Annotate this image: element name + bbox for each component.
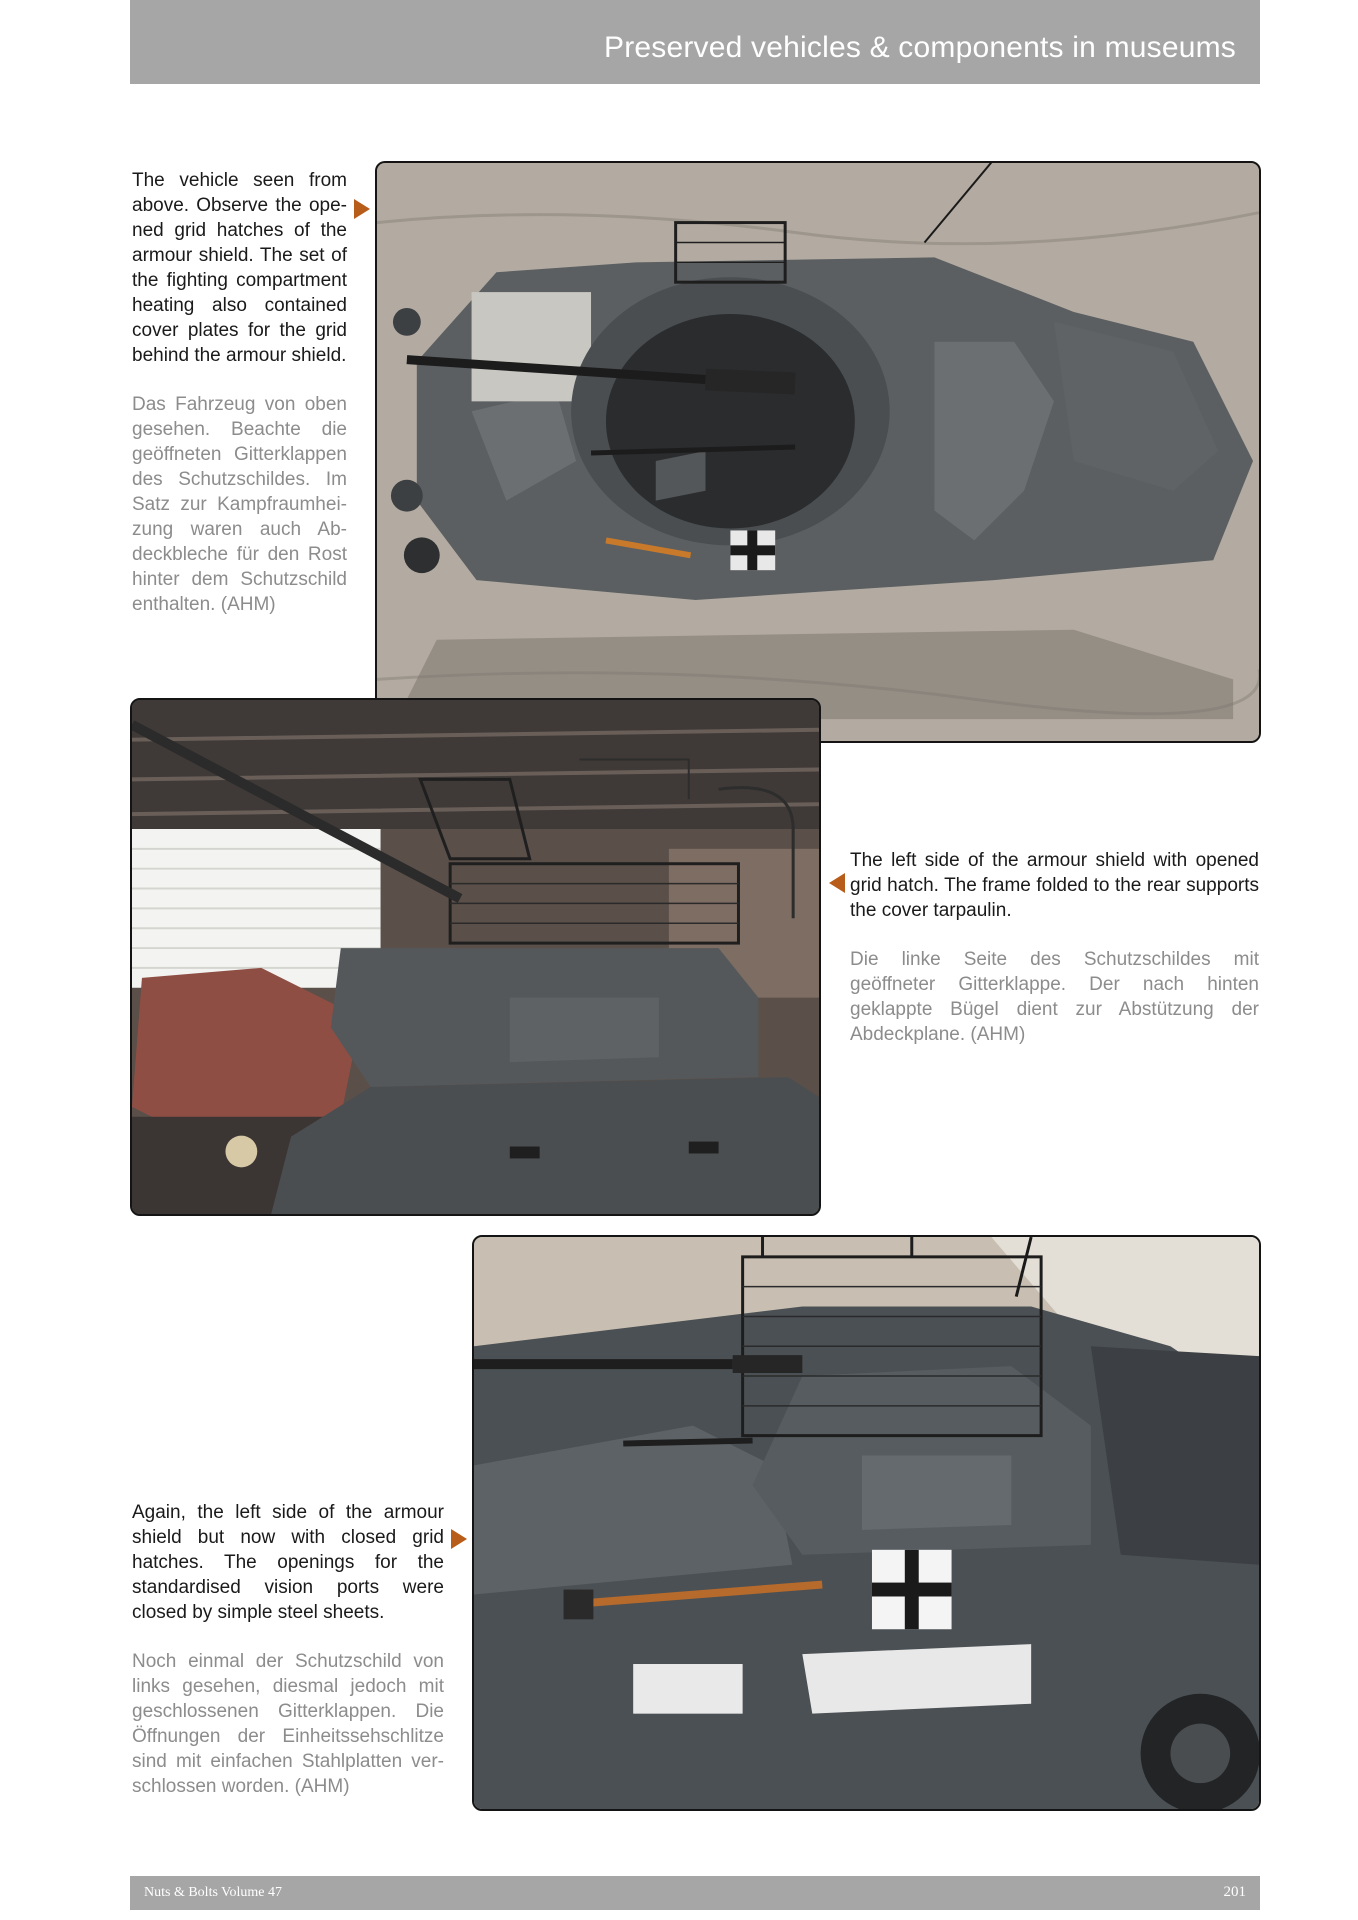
photo-vehicle-top-view[interactable]: [375, 161, 1261, 743]
caption-2-pointer-icon: [829, 873, 845, 893]
caption-2-german: Die linke Seite des Schutzschildes mit geöffneter Gitterklappe. Der nach hinten geklappte Bügel dient zur Abstützung der Abdeckplane. (AHM): [850, 949, 1259, 1045]
publication-name: Nuts & Bolts Volume 47: [144, 1885, 282, 1900]
page-title: Preserved vehicles & components in museums: [603, 31, 1236, 64]
caption-1-german: Das Fahrzeug von oben gesehen. Beachte die geöffneten Gitterklappen des Schutzschildes. Im Satz zur Kampfraumheizung waren auch Abdeckbleche für den Rost hinter dem Schutzschild enthalten. (AHM): [132, 394, 347, 615]
photo-armour-shield-left-open[interactable]: [130, 698, 821, 1216]
page-number: 201: [1223, 1884, 1246, 1900]
page-footer: [130, 1876, 1260, 1910]
photo-armour-shield-left-closed[interactable]: [472, 1235, 1261, 1811]
caption-2: [850, 848, 1259, 1047]
caption-3-german: Noch einmal der Schutzschild von links gesehen, diesmal jedoch mit geschlossenen Gitterklappen. Die Öffnungen der Einheitssehschlitze sind mit einfachen Stahlplatten verschlossen worden. (AHM): [132, 1651, 444, 1797]
caption-3: [132, 1500, 444, 1799]
caption-3-pointer-icon: [451, 1529, 467, 1549]
caption-1: [132, 168, 347, 617]
page-header: [130, 0, 1260, 84]
caption-1-pointer-icon: [354, 199, 370, 219]
caption-2-english: The left side of the armour shield with opened grid hatch. The frame folded to the rear supports the cover tarpaulin.: [850, 850, 1259, 921]
caption-3-english: Again, the left side of the armour shield but now with closed grid hatches. The openings for the standardised vision ports were closed by simple steel sheets.: [132, 1502, 444, 1623]
caption-1-english: The vehicle seen from above. Observe the opened grid hatches of the armour shield. The set of the fighting compartment heating also contained cover plates for the grid behind the armour shield.: [132, 170, 347, 366]
